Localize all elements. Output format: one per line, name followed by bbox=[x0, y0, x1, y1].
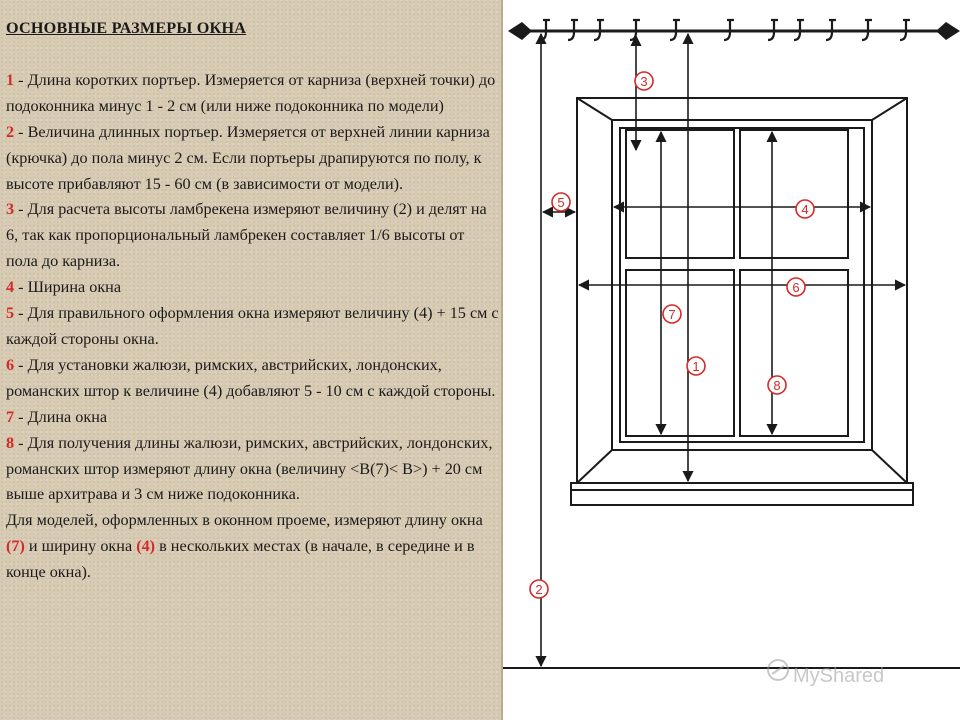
item-separator: - bbox=[14, 433, 28, 452]
label-4 bbox=[796, 200, 814, 218]
item-8 bbox=[6, 431, 500, 509]
label-8 bbox=[768, 376, 786, 394]
item-7 bbox=[6, 405, 500, 431]
item-text: Длина коротких портьер. Измеряется от карниза (верхней точки) до подоконника минус 1 - 2 см (или ниже подоконника по модели) bbox=[6, 70, 496, 115]
curtain-rod bbox=[508, 22, 960, 40]
ref-window-length: (7) bbox=[6, 537, 25, 556]
item-separator: - bbox=[14, 70, 28, 89]
item-1 bbox=[6, 68, 500, 120]
final-note bbox=[6, 508, 500, 586]
item-text: Ширина окна bbox=[27, 278, 122, 297]
label-7-text: 7 bbox=[668, 307, 676, 322]
item-4 bbox=[6, 275, 500, 301]
item-number: 5 bbox=[6, 304, 15, 323]
item-separator: - bbox=[14, 407, 28, 426]
label-8-text: 8 bbox=[773, 378, 781, 393]
item-number: 4 bbox=[6, 278, 15, 297]
item-number: 3 bbox=[6, 200, 15, 219]
item-separator: - bbox=[14, 122, 28, 141]
label-6 bbox=[787, 278, 805, 296]
item-text: Величина длинных портьер. Измеряется от верхней линии карниза (крючка) до пола минус 2 см. Если портьеры драпируются по полу, к высоте прибавляют 15 - 60 см (в зависимости от модели). bbox=[6, 122, 490, 193]
page-title: ОСНОВНЫЕ РАЗМЕРЫ ОКНА bbox=[6, 19, 247, 37]
window-diagram-panel bbox=[503, 0, 960, 720]
label-1 bbox=[687, 357, 705, 375]
label-3 bbox=[635, 72, 653, 90]
item-number: 7 bbox=[6, 407, 15, 426]
item-text: Для установки жалюзи, римских, австрийских, лондонских, романских штор к величине (4) добавляют 5 - 10 см с каждой стороны. bbox=[6, 355, 496, 400]
item-number: 8 bbox=[6, 433, 15, 452]
final-note-part: и ширину окна bbox=[24, 537, 137, 556]
watermark-text: MyShared bbox=[793, 665, 885, 687]
final-note-part: в нескольких местах (в начале, в середине и в конце окна). bbox=[6, 537, 475, 582]
ref-window-width: (4) bbox=[136, 537, 156, 556]
window-diagram bbox=[503, 0, 960, 720]
item-6 bbox=[6, 353, 500, 405]
label-7 bbox=[663, 305, 681, 323]
label-5-text: 5 bbox=[557, 195, 565, 210]
item-number: 6 bbox=[6, 355, 15, 374]
label-6-text: 6 bbox=[792, 280, 800, 295]
item-text: Длина окна bbox=[27, 407, 108, 426]
item-text: Для расчета высоты ламбрекена измеряют величину (2) и делят на 6, так как пропорциональный ламбрекен составляет 1/6 высоты от пола до карниза. bbox=[6, 200, 487, 271]
final-note-part: Для моделей, оформленных в оконном проеме, измеряют длину окна bbox=[6, 511, 483, 530]
window-sill bbox=[571, 483, 913, 505]
watermark bbox=[768, 660, 884, 687]
instructions-text bbox=[6, 16, 500, 586]
label-4-text: 4 bbox=[801, 202, 809, 217]
item-separator: - bbox=[14, 278, 28, 297]
label-5 bbox=[552, 193, 570, 211]
item-number: 2 bbox=[6, 122, 15, 141]
item-separator: - bbox=[14, 355, 28, 374]
item-3 bbox=[6, 197, 500, 275]
window-frame bbox=[577, 98, 907, 483]
label-2-text: 2 bbox=[535, 582, 543, 597]
item-text: Для правильного оформления окна измеряют величину (4) + 15 см с каждой стороны окна. bbox=[6, 304, 499, 348]
item-text: Для получения длины жалюзи, римских, австрийских, лондонских, романских штор измеряют длину окна (величину <В(7)< В>) + 20 см выше архитрава и 3 см ниже подоконника. bbox=[6, 433, 493, 504]
label-3-text: 3 bbox=[640, 74, 648, 89]
label-2 bbox=[530, 580, 548, 598]
item-separator: - bbox=[14, 304, 28, 323]
item-5 bbox=[6, 301, 500, 353]
label-1-text: 1 bbox=[692, 359, 700, 374]
item-2 bbox=[6, 120, 500, 198]
item-separator: - bbox=[14, 200, 28, 219]
item-number: 1 bbox=[6, 70, 15, 89]
